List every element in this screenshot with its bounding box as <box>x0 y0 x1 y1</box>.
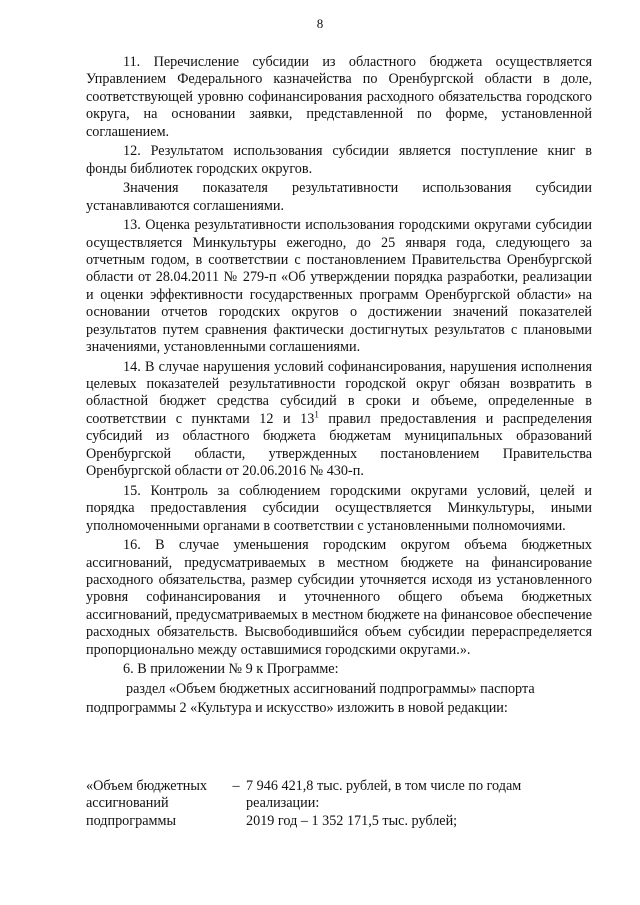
paragraph-6-appendix: 6. В приложении № 9 к Программе: <box>123 661 339 678</box>
table-right-line-1: 7 946 421,8 тыс. рублей, в том числе по годам реализации: <box>246 778 522 812</box>
paragraph-14-text: 14. В случае нарушения условий софинансирования, нарушения исполнения целевых показателей результативности городской округ обязан возвратить в областной бюджет средства субсидий в сроки и объеме, определенные в соответствии с пунктами 12 и 13 <box>86 358 592 427</box>
budget-table <box>86 778 592 830</box>
footnote-superscript: 1 <box>314 409 319 420</box>
paragraph-indicator-values: Значения показателя результативности использования субсидии устанавливаются соглашениями. <box>86 180 592 214</box>
section-line-cont: подпрограммы 2 «Культура и искусство» изложить в новой редакции: <box>86 700 508 717</box>
table-left-cell: «Объем бюджетных ассигнований подпрограммы <box>86 778 208 829</box>
table-right-cell <box>246 778 592 830</box>
table-right-line-2: 2019 год – 1 352 171,5 тыс. рублей; <box>246 812 458 829</box>
section-line: раздел «Объем бюджетных ассигнований подпрограммы» паспорта <box>126 680 535 697</box>
paragraph-15: 15. Контроль за соблюдением городскими округами условий, целей и порядка предоставления субсидии осуществляется Минкультуры, иными уполномоченными органами в соответствии с установленными полномочиями. <box>86 482 592 534</box>
paragraph-14 <box>86 359 592 481</box>
paragraph-13: 13. Оценка результативности использования городскими округами субсидии осуществляется Минкультуры ежегодно, до 25 января года, следующего за отчетным годом, в соответствии с постановлением Правительства Оренбургской области от 28.04.2011 № 279-п «Об утверждении порядка разработки, реализации и оценки эффективности государственных программ Оренбургской области» на основании отчетов городских округов о достижении значений показателей результатов путем сравнения фактически достигнутых результатов с плановыми значениями, установленными соглашениями. <box>86 217 592 356</box>
document-body <box>86 54 592 720</box>
paragraph-14-text-cont: правил предоставления и распределения субсидий из областного бюджета бюджетам муниципальных образований Оренбургской области, утвержденных постановлением Правительства Оренбургской области от 20.06.2016 № 430-п. <box>86 410 592 480</box>
paragraph-11: 11. Перечисление субсидии из областного бюджета осуществляется Управлением Федерального казначейства по Оренбургской области в доле, соответствующей уровню софинансирования расходного обязательства городского округа, на основании заявки, представленной по форме, установленной соглашением. <box>86 54 592 140</box>
table-dash: – <box>232 778 240 794</box>
page-number: 8 <box>316 16 324 31</box>
paragraph-16: 16. В случае уменьшения городским округом объема бюджетных ассигнований, предусматриваемых в местном бюджете на финансирование расходного обязательства, размер субсидии уточняется исходя из установленного уровня софинансирования и уточненного общего объема бюджетных ассигнований, предусматриваемых в местном бюджете на финансовое обеспечение расходных обязательств. Высвободившийся объем субсидии перераспределяется пропорционально между оставшимися городскими округами.». <box>86 537 592 658</box>
paragraph-12: 12. Результатом использования субсидии является поступление книг в фонды библиотек городских округов. <box>86 143 592 177</box>
